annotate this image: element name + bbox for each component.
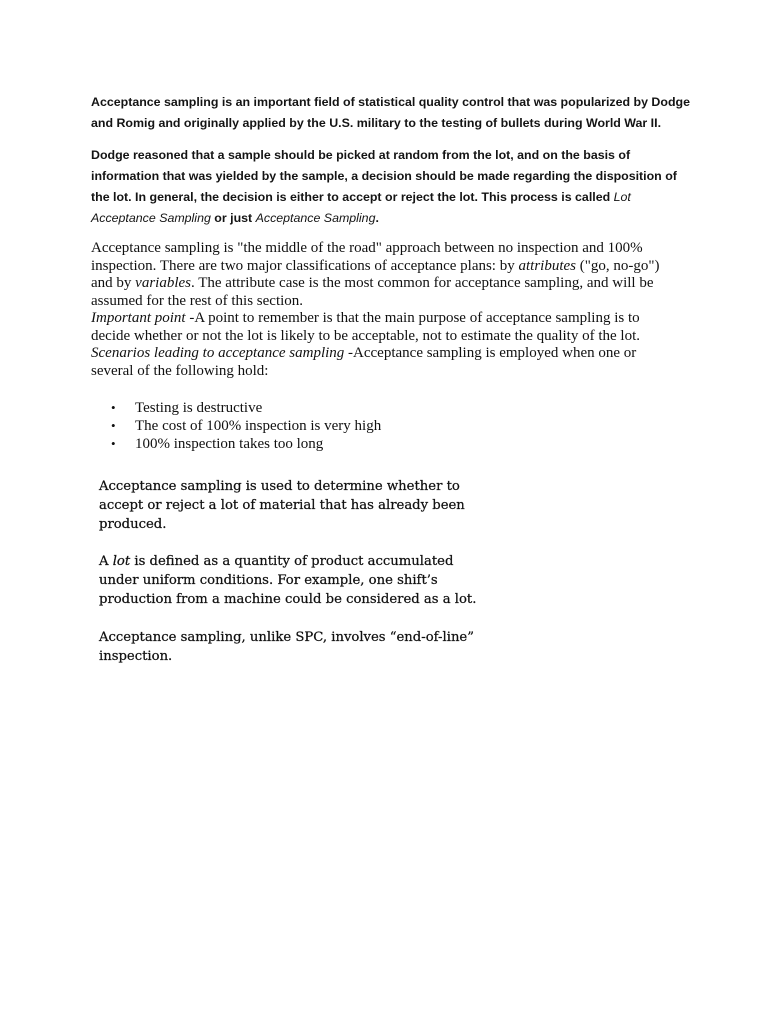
box-paragraph-2-a: A — [99, 554, 113, 569]
bullet-icon: • — [111, 400, 116, 415]
body-paragraph-plans — [91, 240, 681, 310]
scenario-bullet-list — [111, 399, 381, 453]
term-lot: lot — [112, 554, 131, 569]
bullet-icon: • — [111, 418, 116, 433]
important-point-text: -A point to remember is that the main purpose of acceptance sampling is to decide whether or not the lot is likely to be acceptable, not to estimate the quality of the lot. — [91, 310, 641, 344]
list-item — [111, 417, 381, 435]
body-text-b: ("go, no-go") and by — [91, 257, 660, 291]
bullet-icon: • — [111, 436, 116, 451]
body-text-c: . The attribute case is the most common for acceptance sampling, and will be assumed for the rest of this section. — [91, 275, 654, 309]
intro-paragraph-2-end: . — [375, 211, 379, 225]
list-item — [111, 399, 381, 417]
important-point-label: Important point — [91, 310, 186, 326]
body-section — [91, 240, 681, 380]
list-item-text: Testing is destructive — [135, 400, 263, 416]
intro-paragraph-1 — [91, 92, 691, 134]
box-paragraph-2 — [99, 552, 479, 609]
lot-definition-box — [99, 552, 479, 609]
intro-paragraph-1-text: Acceptance sampling is an important field of statistical quality control that was popularized by Dodge and Romig and originally applied by the U.S. military to the testing of bullets during World War II. — [91, 95, 690, 130]
box-paragraph-1: Acceptance sampling is used to determine whether to accept or reject a lot of material that has already been produced. — [99, 479, 465, 532]
box-paragraph-2-b: is defined as a quantity of product accumulated under uniform conditions. For example, one shift’s production from a machine could be considered as a lot. — [99, 554, 477, 607]
definition-box — [99, 477, 479, 534]
scenarios-label: Scenarios leading to acceptance sampling — [91, 345, 345, 361]
list-item-text: The cost of 100% inspection is very high — [135, 418, 382, 434]
body-paragraph-scenarios — [91, 345, 681, 380]
intro-paragraph-2-mid: or just — [210, 211, 256, 225]
intro-paragraph-2-lead: Dodge reasoned that a sample should be picked at random from the lot, and on the basis of information that was yielded by the sample, a decision should be made regarding the disposition of the lot. In general, the decision is either to accept or reject the lot. This process is called — [91, 148, 677, 204]
term-lot-acceptance-sampling: Lot Acceptance Sampling — [91, 190, 631, 225]
term-acceptance-sampling: Acceptance Sampling — [255, 211, 376, 225]
body-paragraph-important — [91, 310, 681, 345]
box-paragraph-3: Acceptance sampling, unlike SPC, involves “end-of-line” inspection. — [99, 630, 474, 664]
term-variables: variables — [135, 275, 191, 291]
body-text-a: Acceptance sampling is "the middle of the road" approach between no inspection and 100% inspection. There are two major classifications of acceptance plans: by — [91, 240, 643, 274]
term-attributes: attributes — [518, 257, 576, 274]
list-item-text: 100% inspection takes too long — [135, 436, 324, 452]
spc-comparison-box — [99, 628, 479, 666]
list-item — [111, 435, 381, 453]
intro-paragraph-2 — [91, 145, 691, 229]
scenarios-text: -Acceptance sampling is employed when one or several of the following hold: — [91, 345, 637, 379]
